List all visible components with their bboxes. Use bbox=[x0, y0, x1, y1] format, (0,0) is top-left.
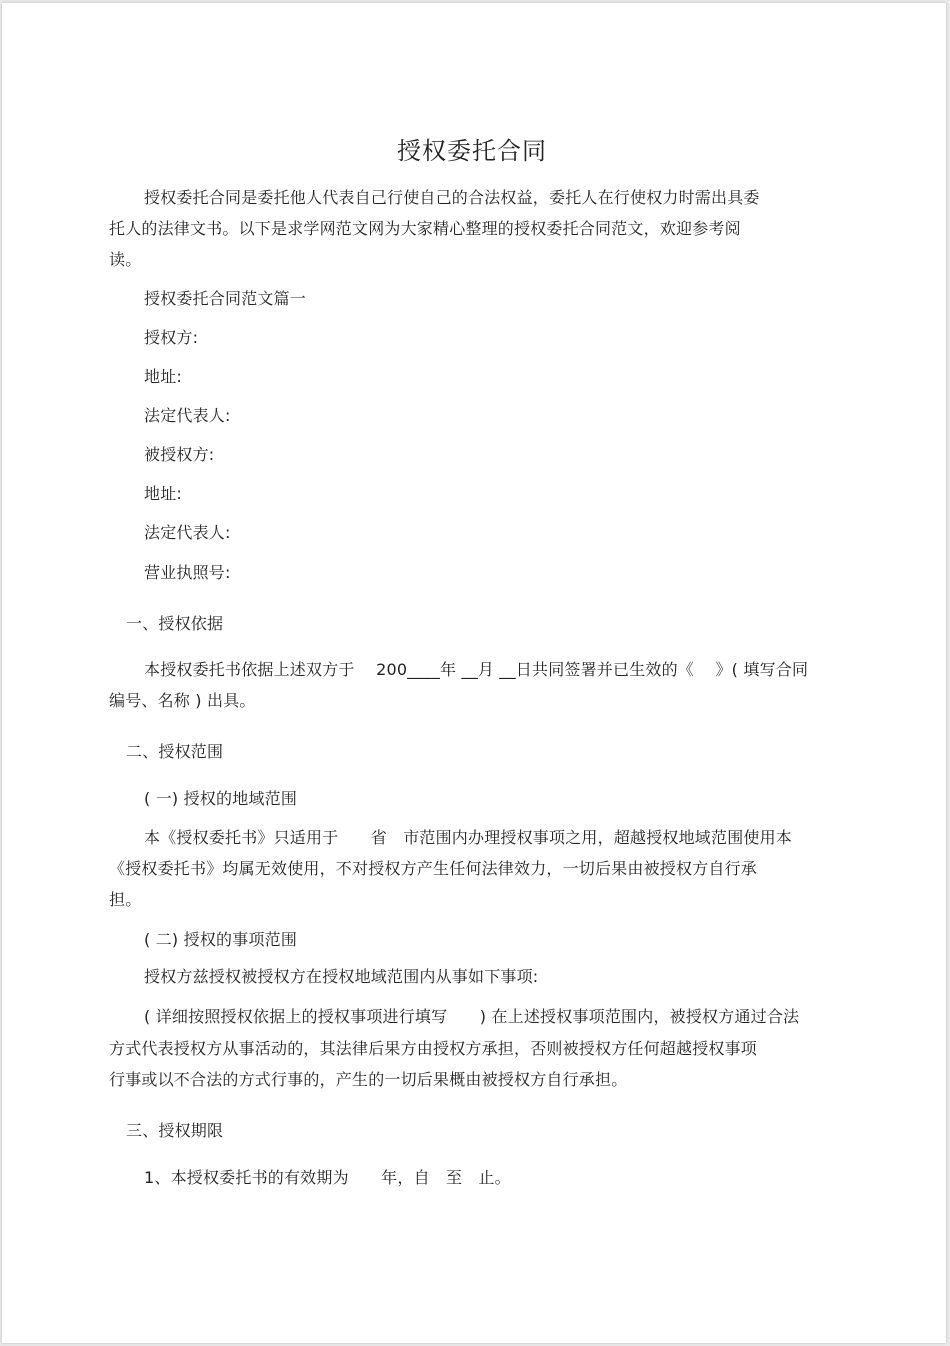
section-heading-term: 三、授权期限 bbox=[126, 1121, 224, 1140]
section-heading-scope: 二、授权范围 bbox=[126, 742, 224, 761]
matter-line-1: 授权方兹授权被授权方在授权地域范围内从事如下事项: bbox=[144, 967, 539, 986]
document-page bbox=[2, 3, 946, 1343]
document-title: 授权委托合同 bbox=[397, 137, 547, 165]
intro-line-3: 读。 bbox=[109, 250, 142, 269]
section-heading-basis: 一、授权依据 bbox=[126, 614, 224, 633]
field-grantor-representative: 法定代表人: bbox=[144, 406, 231, 425]
matter-line-4: 行事或以不合法的方式行事的，产生的一切后果概由被授权方自行承担。 bbox=[109, 1070, 628, 1089]
field-grantor-address: 地址: bbox=[144, 367, 182, 386]
field-grantor: 授权方: bbox=[144, 328, 199, 347]
subheading-matter-scope: ( 二) 授权的事项范围 bbox=[144, 930, 298, 949]
basis-line-2: 编号、名称 ) 出具。 bbox=[109, 691, 256, 710]
field-grantee-representative: 法定代表人: bbox=[144, 523, 231, 542]
geographic-line-2: 《授权委托书》均属无效使用，不对授权方产生任何法律效力，一切后果由被授权方自行承 bbox=[109, 859, 758, 878]
geographic-line-3: 担。 bbox=[109, 890, 142, 909]
section-heading-sample-one: 授权委托合同范文篇一 bbox=[144, 289, 307, 308]
subheading-geographic-scope: ( 一) 授权的地域范围 bbox=[144, 789, 298, 808]
intro-line-2: 托人的法律文书。以下是求学网范文网为大家精心整理的授权委托合同范文，欢迎参考阅 bbox=[109, 219, 741, 238]
term-line-1: 1、本授权委托书的有效期为 年，自 至 止。 bbox=[144, 1168, 511, 1187]
field-grantee: 被授权方: bbox=[144, 445, 215, 464]
field-grantee-address: 地址: bbox=[144, 484, 182, 503]
field-business-license: 营业执照号: bbox=[144, 563, 231, 582]
basis-line-1: 本授权委托书依据上述双方于 200____年 __月 __日共同签署并已生效的《 》( 填写合同 bbox=[144, 660, 809, 679]
intro-line-1: 授权委托合同是委托他人代表自己行使自己的合法权益，委托人在行使权力时需出具委 bbox=[144, 188, 760, 207]
matter-line-2: ( 详细按照授权依据上的授权事项进行填写 ) 在上述授权事项范围内，被授权方通过合法 bbox=[144, 1007, 800, 1026]
geographic-line-1: 本《授权委托书》只适用于 省 市范围内办理授权事项之用，超越授权地域范围使用本 bbox=[144, 828, 793, 847]
matter-line-3: 方式代表授权方从事活动的，其法律后果方由授权方承担，否则被授权方任何超越授权事项 bbox=[109, 1039, 758, 1058]
